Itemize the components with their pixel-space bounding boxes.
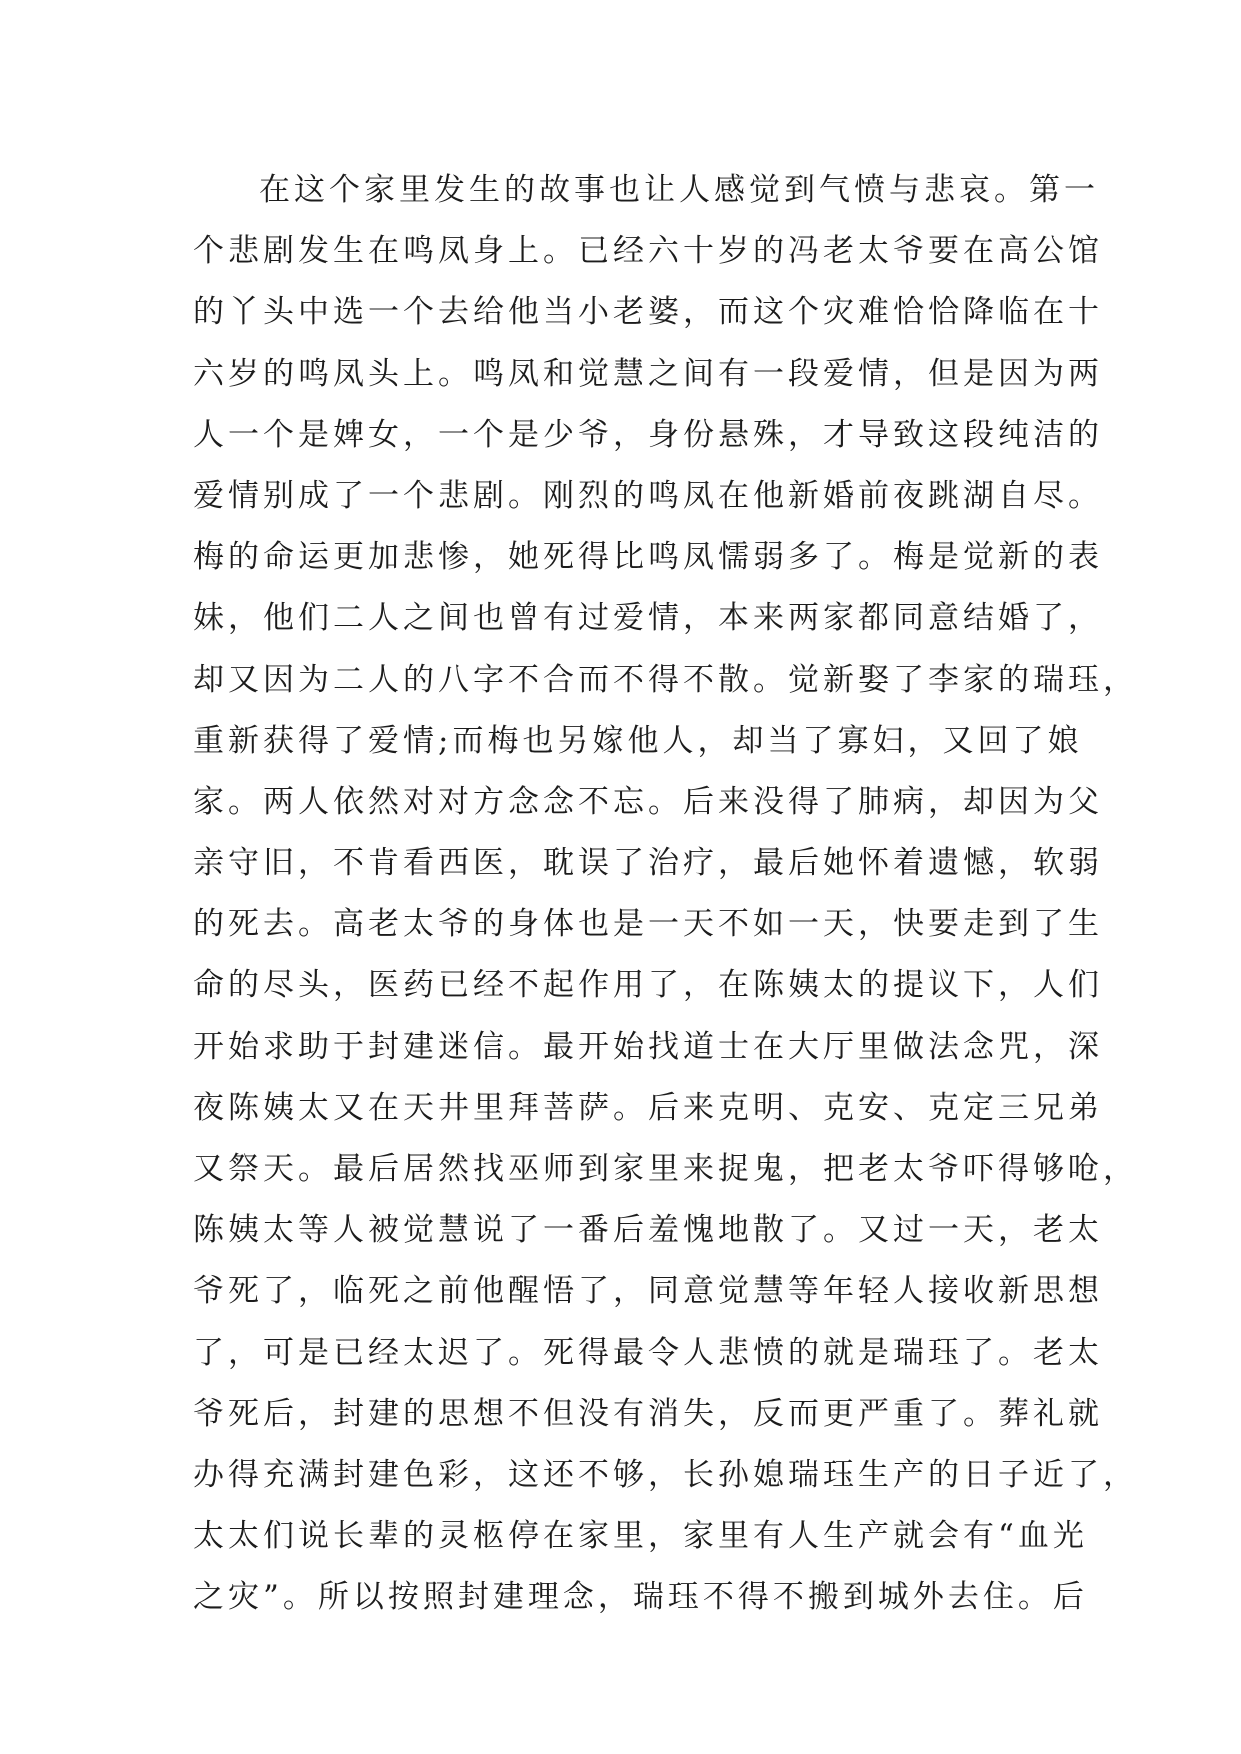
text-line: 开始求助于封建迷信。最开始找道士在大厅里做法念咒，深 (193, 1028, 1103, 1065)
text-line: 妹，他们二人之间也曾有过爱情，本来两家都同意结婚了， (193, 600, 1103, 637)
text-line: 了，可是已经太迟了。死得最令人悲愤的就是瑞珏了。老太 (193, 1334, 1103, 1371)
text-line: 的死去。高老太爷的身体也是一天不如一天，快要走到了生 (193, 906, 1103, 943)
text-line: 重新获得了爱情;而梅也另嫁他人，却当了寡妇，又回了娘 (193, 722, 1083, 759)
text-line: 爱情别成了一个悲剧。刚烈的鸣凤在他新婚前夜跳湖自尽。 (193, 477, 1103, 514)
text-line: 爷死后，封建的思想不但没有消失，反而更严重了。葬礼就 (193, 1395, 1103, 1432)
text-line: 人一个是婢女，一个是少爷，身份悬殊，才导致这段纯洁的 (193, 416, 1103, 453)
text-line: 爷死了，临死之前他醒悟了，同意觉慧等年轻人接收新思想 (193, 1273, 1103, 1310)
text-line: 又祭天。最后居然找巫师到家里来捉鬼，把老太爷吓得够呛， (193, 1151, 1138, 1187)
text-line: 亲守旧，不肯看西医，耽误了治疗，最后她怀着遗憾，软弱 (193, 845, 1103, 882)
text-line: 命的尽头，医药已经不起作用了，在陈姨太的提议下，人们 (193, 967, 1103, 1004)
text-line: 个悲剧发生在鸣凤身上。已经六十岁的冯老太爷要在高公馆 (193, 233, 1103, 270)
text-line: 梅的命运更加悲惨，她死得比鸣凤懦弱多了。梅是觉新的表 (193, 539, 1103, 576)
text-line: 在这个家里发生的故事也让人感觉到气愤与悲哀。第一 (259, 172, 1099, 208)
text-line: 太太们说长辈的灵柩停在家里，家里有人生产就会有“血光 (193, 1518, 1088, 1555)
text-line: 的丫头中选一个去给他当小老婆，而这个灾难恰恰降临在十 (193, 294, 1103, 331)
text-line: 六岁的鸣凤头上。鸣凤和觉慧之间有一段爱情，但是因为两 (193, 355, 1103, 392)
text-line: 家。两人依然对对方念念不忘。后来没得了肺病，却因为父 (193, 783, 1103, 820)
text-line: 之灾”。所以按照封建理念，瑞珏不得不搬到城外去住。后 (193, 1579, 1088, 1616)
text-line: 陈姨太等人被觉慧说了一番后羞愧地散了。又过一天，老太 (193, 1212, 1103, 1249)
text-line: 办得充满封建色彩，这还不够，长孙媳瑞珏生产的日子近了， (193, 1456, 1138, 1493)
text-line: 夜陈姨太又在天井里拜菩萨。后来克明、克安、克定三兄弟 (193, 1089, 1103, 1126)
body-paragraph (193, 160, 1138, 1629)
text-line: 却又因为二人的八字不合而不得不散。觉新娶了李家的瑞珏， (193, 661, 1138, 698)
